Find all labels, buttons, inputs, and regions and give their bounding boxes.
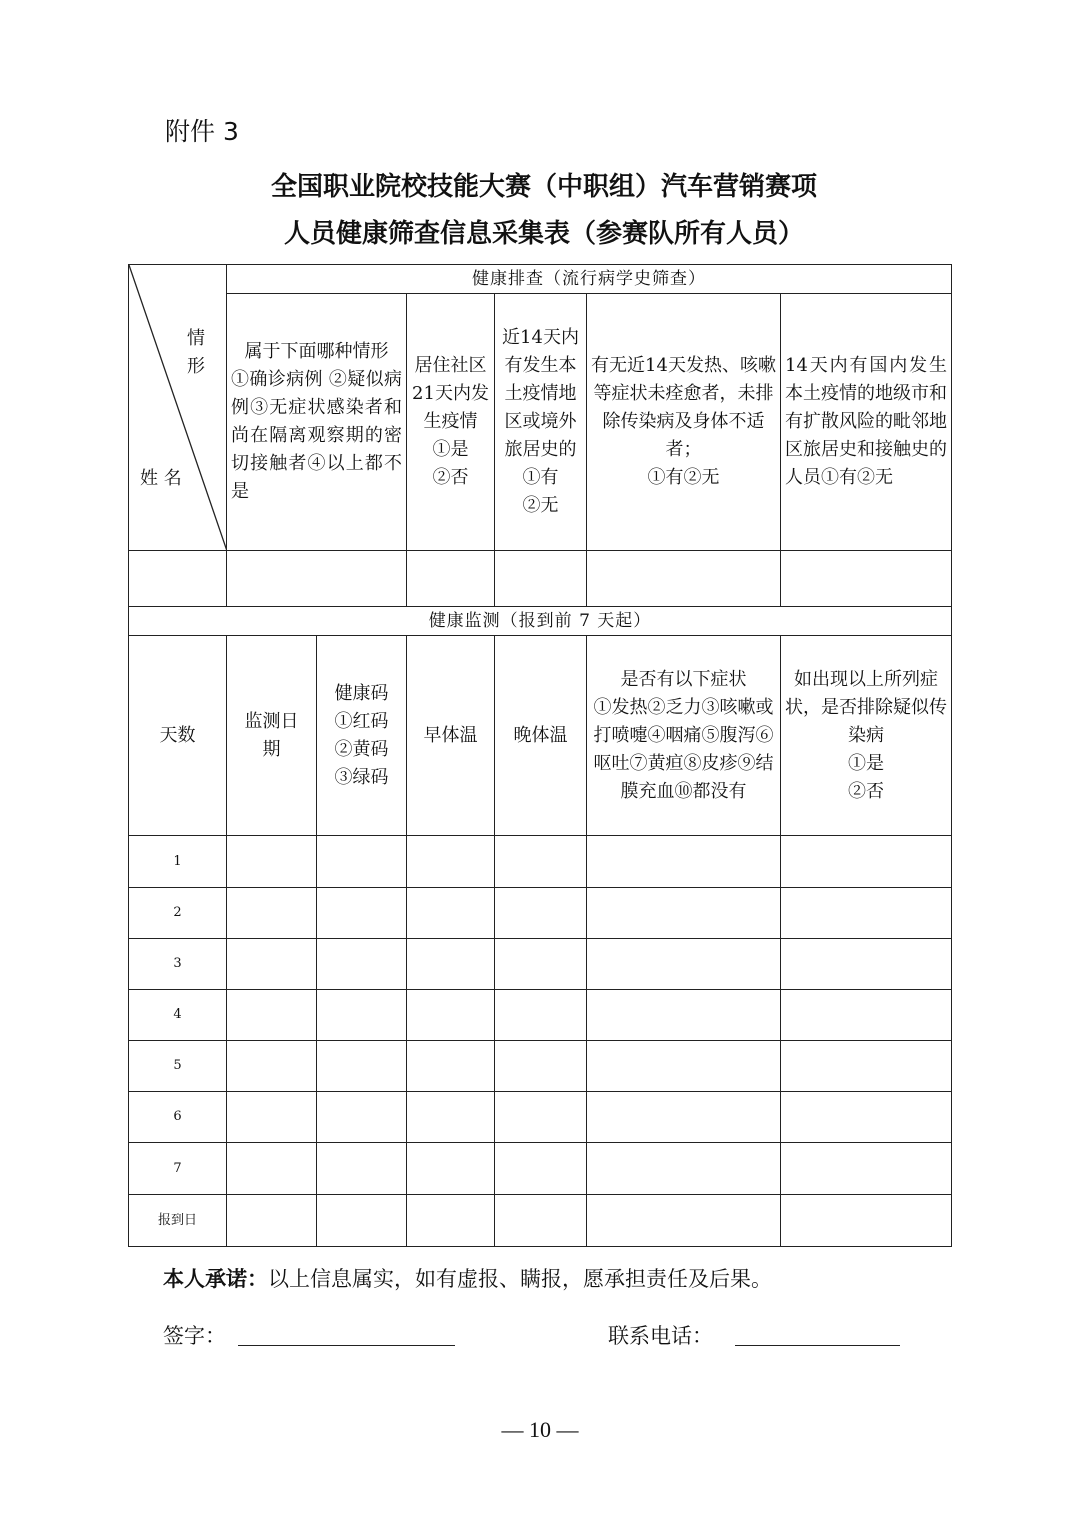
screening-col-community: 居住社区21天内发生疫情 ①是 ②否 [407,294,495,551]
monitoring-cell-symptoms[interactable] [587,1195,781,1247]
monitoring-cell-evening-temp[interactable] [495,1092,587,1143]
monitoring-cell-symptoms[interactable] [587,990,781,1041]
monitoring-row [129,888,952,939]
promise-statement [163,1263,772,1293]
monitoring-cell-symptoms[interactable] [587,836,781,888]
attachment-label: 附件 3 [165,117,239,146]
monitoring-cell-date[interactable] [227,888,317,939]
screening-answer-symptoms[interactable] [587,551,781,607]
page-number: — 10 — [501,1417,579,1442]
monitoring-cell-evening-temp[interactable] [495,888,587,939]
monitoring-cell-symptoms[interactable] [587,1143,781,1195]
monitoring-cell-excluded[interactable] [781,1195,952,1247]
diagonal-header-cell [129,265,227,551]
monitoring-cell-morning-temp[interactable] [407,836,495,888]
screening-input-row [129,551,952,607]
monitoring-cell-date[interactable] [227,836,317,888]
diagonal-line [129,265,227,551]
monitoring-day-label: 6 [129,1092,227,1143]
monitoring-cell-date[interactable] [227,939,317,990]
screening-col-contact: 14天内有国内发生本土疫情的地级市和有扩散风险的毗邻地区旅居史和接触史的人员①有②无 [781,294,952,551]
monitoring-cell-excluded[interactable] [781,1143,952,1195]
screening-col-category-options: ①确诊病例 ②疑似病例③无症状感染者和尚在隔离观察期的密切接触者④以上都不是 [231,369,402,502]
monitoring-cell-evening-temp[interactable] [495,1195,587,1247]
monitoring-cell-date[interactable] [227,1143,317,1195]
monitoring-cell-morning-temp[interactable] [407,990,495,1041]
screening-col-travel: 近14天内有发生本土疫情地区或境外旅居史的①有 ②无 [495,294,587,551]
monitoring-cell-health-code[interactable] [317,990,407,1041]
monitoring-cell-morning-temp[interactable] [407,1041,495,1092]
monitoring-day-label: 5 [129,1041,227,1092]
monitoring-col-symptoms: 是否有以下症状 ①发热②乏力③咳嗽或打喷嚏④咽痛⑤腹泻⑥呕吐⑦黄疸⑧皮疹⑨结膜充血⑩都没有 [587,636,781,836]
monitoring-cell-health-code[interactable] [317,1143,407,1195]
monitoring-cell-date[interactable] [227,1195,317,1247]
corner-label-name: 姓 名 [140,468,182,489]
monitoring-cell-morning-temp[interactable] [407,888,495,939]
monitoring-day-label: 1 [129,836,227,888]
screening-col-category-head: 属于下面哪种情形 [244,341,389,362]
monitoring-cell-health-code[interactable] [317,939,407,990]
monitoring-cell-excluded[interactable] [781,1092,952,1143]
corner-label-situation: 情 形 [187,328,205,377]
monitoring-cell-morning-temp[interactable] [407,1092,495,1143]
monitoring-col-excluded: 如出现以上所列症状，是否排除疑似传染病 ①是 ②否 [781,636,952,836]
monitoring-cell-evening-temp[interactable] [495,836,587,888]
monitoring-header-row [129,636,952,836]
screening-col-category [227,294,407,551]
phone-label: 联系电话： [608,1324,713,1348]
monitoring-col-evening-temp: 晚体温 [495,636,587,836]
monitoring-row [129,1092,952,1143]
monitoring-cell-morning-temp[interactable] [407,1195,495,1247]
form-title-line1: 全国职业院校技能大赛（中职组）汽车营销赛项 [270,172,817,202]
monitoring-cell-symptoms[interactable] [587,939,781,990]
monitoring-row [129,1195,952,1247]
monitoring-day-label: 报到日 [129,1195,227,1247]
monitoring-cell-date[interactable] [227,990,317,1041]
screening-col-symptoms: 有无近14天发热、咳嗽等症状未痊愈者，未排除传染病及身体不适者； ①有②无 [587,294,781,551]
monitoring-section-title: 健康监测（报到前 7 天起） [129,607,952,636]
monitoring-day-label: 2 [129,888,227,939]
monitoring-cell-evening-temp[interactable] [495,939,587,990]
monitoring-cell-health-code[interactable] [317,836,407,888]
monitoring-col-date: 监测日 期 [227,636,317,836]
monitoring-cell-excluded[interactable] [781,1041,952,1092]
monitoring-col-morning-temp: 早体温 [407,636,495,836]
monitoring-cell-health-code[interactable] [317,1195,407,1247]
screening-answer-category[interactable] [227,551,407,607]
screening-answer-contact[interactable] [781,551,952,607]
monitoring-day-label: 3 [129,939,227,990]
monitoring-col-day: 天数 [129,636,227,836]
monitoring-col-health-code: 健康码 ①红码 ②黄码 ③绿码 [317,636,407,836]
signature-label: 签字： [163,1324,226,1348]
monitoring-cell-date[interactable] [227,1092,317,1143]
form-title-line2: 人员健康筛查信息采集表（参赛队所有人员） [283,219,804,249]
monitoring-row [129,939,952,990]
monitoring-rows [129,836,952,1247]
monitoring-row [129,1041,952,1092]
screening-answer-community[interactable] [407,551,495,607]
screening-name-input[interactable] [129,551,227,607]
monitoring-cell-date[interactable] [227,1041,317,1092]
phone-field[interactable] [735,1345,900,1346]
monitoring-cell-health-code[interactable] [317,1092,407,1143]
monitoring-row [129,836,952,888]
monitoring-cell-health-code[interactable] [317,1041,407,1092]
monitoring-cell-health-code[interactable] [317,888,407,939]
monitoring-row [129,990,952,1041]
health-screening-table [128,264,952,1247]
monitoring-cell-morning-temp[interactable] [407,939,495,990]
screening-section-title: 健康排查（流行病学史筛查） [227,265,952,294]
monitoring-cell-evening-temp[interactable] [495,1041,587,1092]
screening-answer-travel[interactable] [495,551,587,607]
promise-label: 本人承诺： [163,1267,268,1291]
monitoring-cell-symptoms[interactable] [587,888,781,939]
monitoring-cell-symptoms[interactable] [587,1092,781,1143]
monitoring-day-label: 4 [129,990,227,1041]
signature-field[interactable] [238,1345,455,1346]
monitoring-cell-excluded[interactable] [781,836,952,888]
monitoring-cell-excluded[interactable] [781,990,952,1041]
monitoring-cell-excluded[interactable] [781,888,952,939]
monitoring-cell-symptoms[interactable] [587,1041,781,1092]
monitoring-cell-evening-temp[interactable] [495,1143,587,1195]
monitoring-cell-evening-temp[interactable] [495,990,587,1041]
promise-text: 以上信息属实，如有虚报、瞒报，愿承担责任及后果。 [268,1267,772,1291]
monitoring-cell-excluded[interactable] [781,939,952,990]
monitoring-day-label: 7 [129,1143,227,1195]
monitoring-cell-morning-temp[interactable] [407,1143,495,1195]
monitoring-row [129,1143,952,1195]
